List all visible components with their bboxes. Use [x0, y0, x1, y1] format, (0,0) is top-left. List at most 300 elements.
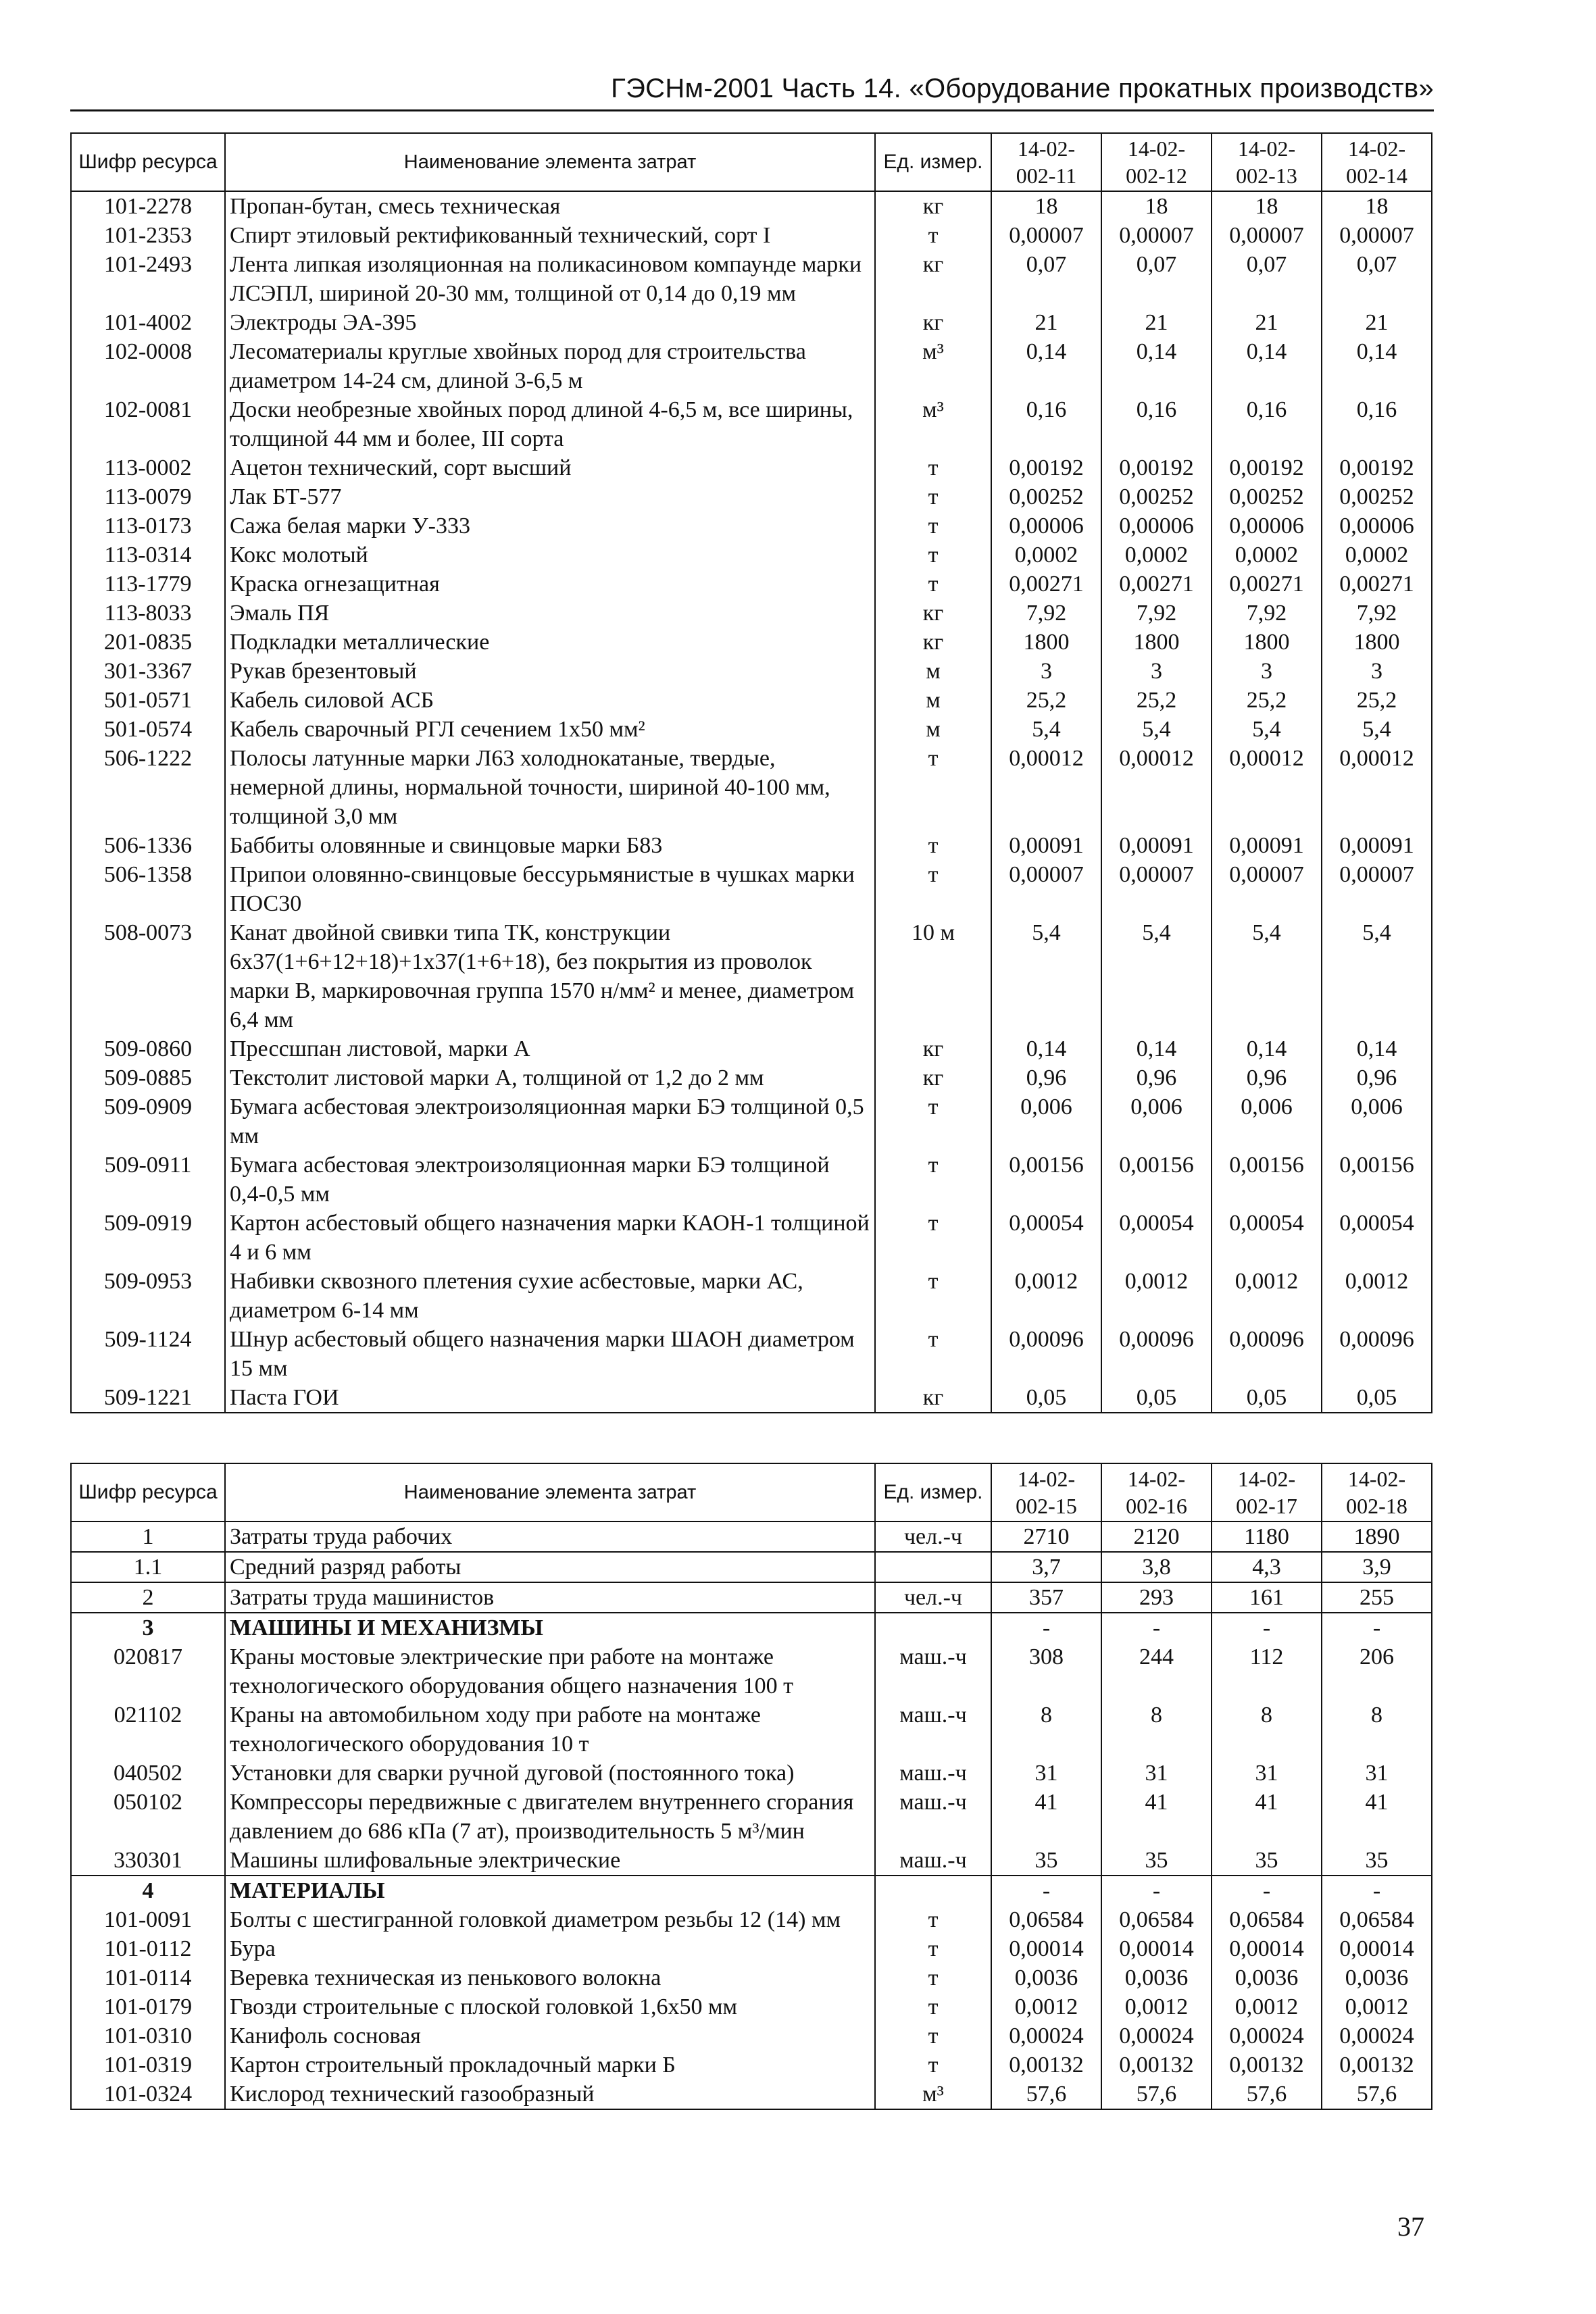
- resource-value: 0,00132: [1101, 2051, 1212, 2080]
- header-col: 14-02- 002-16: [1101, 1463, 1212, 1521]
- resource-code: 201-0835: [71, 628, 225, 657]
- resource-unit: т: [875, 1092, 991, 1151]
- resource-value: 0,00007: [991, 860, 1101, 918]
- resource-value: 0,05: [1101, 1383, 1212, 1413]
- resource-value: 5,4: [1101, 715, 1212, 744]
- table-row: [71, 308, 1432, 337]
- resource-code: 021102: [71, 1701, 225, 1759]
- resource-code: 102-0081: [71, 395, 225, 453]
- resource-value: 0,00006: [991, 511, 1101, 540]
- resource-value: 0,05: [991, 1383, 1101, 1413]
- resource-value: 0,14: [991, 337, 1101, 395]
- resource-value: 1180: [1212, 1521, 1322, 1552]
- resource-value: 0,006: [1322, 1092, 1432, 1151]
- resource-code: 040502: [71, 1759, 225, 1788]
- resource-unit: [875, 1613, 991, 1642]
- header-unit: Ед. измер.: [875, 133, 991, 191]
- resource-unit: кг: [875, 628, 991, 657]
- resource-value: 41: [1212, 1788, 1322, 1846]
- resource-value: 0,06584: [991, 1905, 1101, 1934]
- resource-table-1: [70, 132, 1432, 1413]
- resource-unit: т: [875, 831, 991, 860]
- resource-table-2: [70, 1463, 1432, 2110]
- resource-name: Баббиты оловянные и свинцовые марки Б83: [225, 831, 875, 860]
- resource-value: 3: [1322, 657, 1432, 686]
- resource-value: 0,00012: [1101, 744, 1212, 831]
- resource-value: 0,006: [1101, 1092, 1212, 1151]
- resource-name: Краны мостовые электрические при работе на монтаже технологического оборудования общего назначения 100 т: [225, 1642, 875, 1701]
- resource-unit: маш.-ч: [875, 1788, 991, 1846]
- resource-value: 0,006: [991, 1092, 1101, 1151]
- resource-value: -: [1101, 1613, 1212, 1642]
- resource-unit: т: [875, 1267, 991, 1325]
- table-row: [71, 1846, 1432, 1876]
- resource-value: 0,14: [1212, 337, 1322, 395]
- resource-value: 0,00271: [1322, 570, 1432, 599]
- resource-code: 101-2278: [71, 191, 225, 221]
- resource-value: 0,14: [991, 1034, 1101, 1063]
- resource-code: 020817: [71, 1642, 225, 1701]
- resource-value: 0,00007: [991, 221, 1101, 250]
- resource-value: 0,05: [1322, 1383, 1432, 1413]
- resource-value: 25,2: [991, 686, 1101, 715]
- resource-unit: т: [875, 540, 991, 570]
- resource-value: 41: [991, 1788, 1101, 1846]
- resource-code: 509-0885: [71, 1063, 225, 1092]
- resource-value: 3: [1212, 657, 1322, 686]
- table-row: [71, 482, 1432, 511]
- resource-value: 206: [1322, 1642, 1432, 1701]
- header-col: 14-02- 002-13: [1212, 133, 1322, 191]
- resource-unit: кг: [875, 308, 991, 337]
- resource-value: 0,00012: [991, 744, 1101, 831]
- resource-value: 1800: [1212, 628, 1322, 657]
- resource-value: 7,92: [991, 599, 1101, 628]
- resource-value: 31: [1101, 1759, 1212, 1788]
- resource-value: 0,14: [1322, 337, 1432, 395]
- resource-value: 5,4: [1212, 918, 1322, 1034]
- resource-code: 101-0310: [71, 2021, 225, 2051]
- resource-name: Компрессоры передвижные с двигателем внутреннего сгорания давлением до 686 кПа (7 ат), производительность 5 м³/мин: [225, 1788, 875, 1846]
- table-row: [71, 395, 1432, 453]
- resource-value: 35: [1101, 1846, 1212, 1876]
- resource-name: Краска огнезащитная: [225, 570, 875, 599]
- table-row: [71, 2051, 1432, 2080]
- resource-value: 8: [1101, 1701, 1212, 1759]
- resource-unit: т: [875, 1209, 991, 1267]
- resource-value: 0,0012: [1212, 1992, 1322, 2021]
- header-code: Шифр ресурса: [71, 133, 225, 191]
- resource-value: 0,00156: [1322, 1151, 1432, 1209]
- resource-value: 308: [991, 1642, 1101, 1701]
- resource-name: Паста ГОИ: [225, 1383, 875, 1413]
- resource-value: 2710: [991, 1521, 1101, 1552]
- resource-value: 0,16: [1101, 395, 1212, 453]
- resource-value: 0,0012: [1322, 1267, 1432, 1325]
- resource-value: 0,0002: [991, 540, 1101, 570]
- table-row: [71, 2021, 1432, 2051]
- resource-value: 0,00252: [1212, 482, 1322, 511]
- resource-name: Шнур асбестовый общего назначения марки ШАОН диаметром 15 мм: [225, 1325, 875, 1383]
- resource-value: 41: [1101, 1788, 1212, 1846]
- table-row: [71, 540, 1432, 570]
- resource-value: 0,0036: [1212, 1963, 1322, 1992]
- resource-value: 5,4: [991, 715, 1101, 744]
- resource-name: Канифоль сосновая: [225, 2021, 875, 2051]
- table-row: [71, 1552, 1432, 1582]
- table-row: [71, 831, 1432, 860]
- resource-value: 5,4: [1212, 715, 1322, 744]
- resource-value: 0,0012: [991, 1267, 1101, 1325]
- resource-name: Веревка техническая из пенькового волокна: [225, 1963, 875, 1992]
- resource-value: 244: [1101, 1642, 1212, 1701]
- resource-unit: т: [875, 453, 991, 482]
- resource-value: 0,0036: [1101, 1963, 1212, 1992]
- resource-value: 8: [1212, 1701, 1322, 1759]
- resource-value: 0,00156: [1212, 1151, 1322, 1209]
- resource-value: 0,14: [1212, 1034, 1322, 1063]
- resource-value: 0,0036: [1322, 1963, 1432, 1992]
- resource-value: 161: [1212, 1582, 1322, 1613]
- resource-value: 0,0012: [1101, 1992, 1212, 2021]
- table-row: [71, 2080, 1432, 2109]
- table-row: [71, 657, 1432, 686]
- resource-code: 1.1: [71, 1552, 225, 1582]
- resource-value: 31: [1212, 1759, 1322, 1788]
- resource-unit: 10 м: [875, 918, 991, 1034]
- resource-unit: т: [875, 860, 991, 918]
- resource-name: Текстолит листовой марки А, толщиной от 1,2 до 2 мм: [225, 1063, 875, 1092]
- resource-value: 21: [1322, 308, 1432, 337]
- running-header-title: ГЭСНм-2001 Часть 14. «Оборудование прокатных производств»: [611, 74, 1434, 103]
- resource-value: 0,00091: [1101, 831, 1212, 860]
- resource-value: 0,14: [1101, 337, 1212, 395]
- resource-name: Припои оловянно-свинцовые бессурьмянистые в чушках марки ПОС30: [225, 860, 875, 918]
- resource-value: 0,0012: [991, 1992, 1101, 2021]
- resource-value: 35: [1212, 1846, 1322, 1876]
- resource-value: 0,0002: [1101, 540, 1212, 570]
- resource-value: 0,00024: [991, 2021, 1101, 2051]
- resource-value: 18: [1212, 191, 1322, 221]
- resource-value: 0,00132: [1212, 2051, 1322, 2080]
- table-row: [71, 1963, 1432, 1992]
- resource-value: 0,00091: [1212, 831, 1322, 860]
- resource-value: 0,00252: [991, 482, 1101, 511]
- resource-value: 0,00007: [1212, 860, 1322, 918]
- resource-value: -: [991, 1613, 1101, 1642]
- resource-value: 0,00091: [991, 831, 1101, 860]
- resource-unit: кг: [875, 599, 991, 628]
- resource-code: 113-8033: [71, 599, 225, 628]
- resource-value: 112: [1212, 1642, 1322, 1701]
- resource-code: 506-1358: [71, 860, 225, 918]
- resource-name: Болты с шестигранной головкой диаметром резьбы 12 (14) мм: [225, 1905, 875, 1934]
- resource-value: 0,00006: [1101, 511, 1212, 540]
- resource-value: 57,6: [991, 2080, 1101, 2109]
- resource-value: 0,00006: [1212, 511, 1322, 540]
- resource-unit: кг: [875, 1063, 991, 1092]
- resource-value: 0,00007: [1101, 221, 1212, 250]
- resource-name: Затраты труда машинистов: [225, 1582, 875, 1613]
- resource-unit: кг: [875, 1034, 991, 1063]
- resource-value: 4,3: [1212, 1552, 1322, 1582]
- resource-unit: т: [875, 1905, 991, 1934]
- table-row: [71, 1267, 1432, 1325]
- resource-code: 113-1779: [71, 570, 225, 599]
- header-col: 14-02- 002-15: [991, 1463, 1101, 1521]
- page-number: 37: [1397, 2211, 1424, 2242]
- table-row: [71, 1034, 1432, 1063]
- resource-value: -: [1101, 1876, 1212, 1905]
- resource-value: -: [1322, 1613, 1432, 1642]
- resource-value: 0,0012: [1101, 1267, 1212, 1325]
- resource-code: 101-0319: [71, 2051, 225, 2080]
- table-row: [71, 337, 1432, 395]
- resource-value: 0,00192: [1322, 453, 1432, 482]
- resource-name: Картон строительный прокладочный марки Б: [225, 2051, 875, 2080]
- resource-name: Подкладки металлические: [225, 628, 875, 657]
- resource-value: 0,06584: [1212, 1905, 1322, 1934]
- resource-code: 506-1336: [71, 831, 225, 860]
- resource-value: 0,16: [1212, 395, 1322, 453]
- table-row: [71, 250, 1432, 308]
- resource-value: 0,00252: [1322, 482, 1432, 511]
- resource-name: Установки для сварки ручной дуговой (постоянного тока): [225, 1759, 875, 1788]
- resource-unit: м: [875, 715, 991, 744]
- resource-value: 0,00252: [1101, 482, 1212, 511]
- resource-value: 0,00156: [991, 1151, 1101, 1209]
- resource-code: 509-0860: [71, 1034, 225, 1063]
- resource-name: Набивки сквозного плетения сухие асбестовые, марки АС, диаметром 6-14 мм: [225, 1267, 875, 1325]
- resource-name: Кабель силовой АСБ: [225, 686, 875, 715]
- resource-unit: т: [875, 1325, 991, 1383]
- resource-unit: т: [875, 2021, 991, 2051]
- table-body: [71, 191, 1432, 1413]
- table-row: [71, 1788, 1432, 1846]
- resource-value: 0,00192: [991, 453, 1101, 482]
- header-code: Шифр ресурса: [71, 1463, 225, 1521]
- resource-value: 0,0012: [1322, 1992, 1432, 2021]
- resource-name: Рукав брезентовый: [225, 657, 875, 686]
- resource-code: 501-0571: [71, 686, 225, 715]
- resource-name: Гвозди строительные с плоской головкой 1,6х50 мм: [225, 1992, 875, 2021]
- resource-value: 0,00054: [1322, 1209, 1432, 1267]
- resource-unit: м: [875, 686, 991, 715]
- resource-value: 0,00024: [1322, 2021, 1432, 2051]
- resource-code: 050102: [71, 1788, 225, 1846]
- resource-name: Кабель сварочный РГЛ сечением 1х50 мм²: [225, 715, 875, 744]
- resource-name: МАТЕРИАЛЫ: [225, 1876, 875, 1905]
- resource-value: 0,00007: [1322, 860, 1432, 918]
- table-row: [71, 1905, 1432, 1934]
- table-row: [71, 1151, 1432, 1209]
- resource-value: 0,00096: [991, 1325, 1101, 1383]
- resource-unit: [875, 1876, 991, 1905]
- resource-value: 2120: [1101, 1521, 1212, 1552]
- resource-value: -: [1212, 1613, 1322, 1642]
- resource-code: 101-2353: [71, 221, 225, 250]
- resource-unit: кг: [875, 1383, 991, 1413]
- resource-code: 506-1222: [71, 744, 225, 831]
- resource-code: 101-0114: [71, 1963, 225, 1992]
- resource-unit: м: [875, 657, 991, 686]
- resource-code: 330301: [71, 1846, 225, 1876]
- resource-unit: [875, 1552, 991, 1582]
- resource-value: 18: [1101, 191, 1212, 221]
- resource-value: 1800: [1322, 628, 1432, 657]
- resource-value: 21: [991, 308, 1101, 337]
- resource-code: 101-4002: [71, 308, 225, 337]
- resource-unit: т: [875, 221, 991, 250]
- header-col: 14-02- 002-18: [1322, 1463, 1432, 1521]
- resource-value: 0,96: [1101, 1063, 1212, 1092]
- resource-value: 0,00192: [1101, 453, 1212, 482]
- resource-name: Картон асбестовый общего назначения марки КАОН-1 толщиной 4 и 6 мм: [225, 1209, 875, 1267]
- table-row: [71, 1642, 1432, 1701]
- resource-value: 0,00054: [1101, 1209, 1212, 1267]
- resource-value: 21: [1212, 308, 1322, 337]
- resource-code: 113-0079: [71, 482, 225, 511]
- resource-value: 5,4: [1101, 918, 1212, 1034]
- table-row: [71, 511, 1432, 540]
- resource-code: 509-0953: [71, 1267, 225, 1325]
- resource-code: 113-0314: [71, 540, 225, 570]
- resource-value: 0,00012: [1212, 744, 1322, 831]
- table-row: [71, 1383, 1432, 1413]
- resource-unit: т: [875, 1151, 991, 1209]
- resource-name: Полосы латунные марки Л63 холоднокатаные, твердые, немерной длины, нормальной точности, шириной 40-100 мм, толщиной 3,0 мм: [225, 744, 875, 831]
- table-row: [71, 1092, 1432, 1151]
- resource-value: 0,00014: [1322, 1934, 1432, 1963]
- header-name: Наименование элемента затрат: [225, 133, 875, 191]
- resource-name: Прессшпан листовой, марки А: [225, 1034, 875, 1063]
- resource-value: 3: [991, 657, 1101, 686]
- resource-value: 0,96: [991, 1063, 1101, 1092]
- resource-unit: маш.-ч: [875, 1759, 991, 1788]
- table-row: [71, 628, 1432, 657]
- resource-unit: маш.-ч: [875, 1846, 991, 1876]
- table-row: [71, 191, 1432, 221]
- resource-code: 1: [71, 1521, 225, 1552]
- resource-value: 0,00024: [1101, 2021, 1212, 2051]
- resource-value: 0,00271: [991, 570, 1101, 599]
- resource-unit: м³: [875, 2080, 991, 2109]
- resource-name: Кокс молотый: [225, 540, 875, 570]
- running-header: [70, 68, 1434, 111]
- resource-value: 25,2: [1101, 686, 1212, 715]
- resource-value: 0,00271: [1101, 570, 1212, 599]
- resource-name: Электроды ЭА-395: [225, 308, 875, 337]
- resource-unit: т: [875, 744, 991, 831]
- resource-value: 0,00132: [991, 2051, 1101, 2080]
- resource-value: 57,6: [1322, 2080, 1432, 2109]
- table-row: [71, 860, 1432, 918]
- resource-name: Сажа белая марки У-333: [225, 511, 875, 540]
- resource-value: 0,00014: [1101, 1934, 1212, 1963]
- resource-value: 0,006: [1212, 1092, 1322, 1151]
- resource-code: 101-0179: [71, 1992, 225, 2021]
- resource-code: 101-0091: [71, 1905, 225, 1934]
- table-row: [71, 686, 1432, 715]
- resource-value: 7,92: [1322, 599, 1432, 628]
- resource-value: 31: [991, 1759, 1101, 1788]
- resource-value: 0,00054: [991, 1209, 1101, 1267]
- resource-code: 113-0002: [71, 453, 225, 482]
- header-col: 14-02- 002-12: [1101, 133, 1212, 191]
- table-header: [71, 1463, 1432, 1521]
- resource-value: 0,0002: [1322, 540, 1432, 570]
- resource-unit: т: [875, 1992, 991, 2021]
- table-row: [71, 1934, 1432, 1963]
- resource-value: 5,4: [991, 918, 1101, 1034]
- table-row: [71, 599, 1432, 628]
- table-body: [71, 1521, 1432, 2109]
- resource-code: 501-0574: [71, 715, 225, 744]
- resource-value: 41: [1322, 1788, 1432, 1846]
- resource-unit: т: [875, 482, 991, 511]
- resource-code: 4: [71, 1876, 225, 1905]
- header-unit: Ед. измер.: [875, 1463, 991, 1521]
- resource-code: 2: [71, 1582, 225, 1613]
- resource-name: Затраты труда рабочих: [225, 1521, 875, 1552]
- resource-value: 0,00096: [1101, 1325, 1212, 1383]
- resource-value: 0,00132: [1322, 2051, 1432, 2080]
- resource-code: 101-2493: [71, 250, 225, 308]
- resource-value: 0,00024: [1212, 2021, 1322, 2051]
- resource-value: 3,8: [1101, 1552, 1212, 1582]
- resource-name: Канат двойной свивки типа ТК, конструкции 6х37(1+6+12+18)+1х37(1+6+18), без покрытия из проволок марки В, маркировочная группа 1570 н/мм² и менее, диаметром 6,4 мм: [225, 918, 875, 1034]
- resource-code: 509-0919: [71, 1209, 225, 1267]
- resource-code: 509-1221: [71, 1383, 225, 1413]
- resource-name: Бумага асбестовая электроизоляционная марки БЭ толщиной 0,5 мм: [225, 1092, 875, 1151]
- resource-unit: маш.-ч: [875, 1701, 991, 1759]
- resource-value: 3: [1101, 657, 1212, 686]
- resource-value: 0,00014: [1212, 1934, 1322, 1963]
- resource-value: 0,00006: [1322, 511, 1432, 540]
- resource-unit: т: [875, 511, 991, 540]
- resource-name: Доски необрезные хвойных пород длиной 4-6,5 м, все ширины, толщиной 44 мм и более, III сорта: [225, 395, 875, 453]
- header-col: 14-02- 002-11: [991, 133, 1101, 191]
- resource-value: 0,05: [1212, 1383, 1322, 1413]
- resource-value: 255: [1322, 1582, 1432, 1613]
- resource-value: -: [991, 1876, 1101, 1905]
- table-row: [71, 570, 1432, 599]
- resource-code: 301-3367: [71, 657, 225, 686]
- resource-unit: т: [875, 1934, 991, 1963]
- resource-name: Кислород технический газообразный: [225, 2080, 875, 2109]
- resource-value: 1800: [991, 628, 1101, 657]
- table-row: [71, 1759, 1432, 1788]
- resource-name: Лесоматериалы круглые хвойных пород для строительства диаметром 14-24 см, длиной 3-6,5 м: [225, 337, 875, 395]
- resource-unit: т: [875, 570, 991, 599]
- resource-name: Спирт этиловый ректификованный технический, сорт I: [225, 221, 875, 250]
- resource-name: Пропан-бутан, смесь техническая: [225, 191, 875, 221]
- table-row: [71, 1209, 1432, 1267]
- resource-value: 0,06584: [1322, 1905, 1432, 1934]
- resource-name: МАШИНЫ И МЕХАНИЗМЫ: [225, 1613, 875, 1642]
- resource-value: 357: [991, 1582, 1101, 1613]
- resource-value: 0,0012: [1212, 1267, 1322, 1325]
- resource-value: 0,07: [991, 250, 1101, 308]
- resource-unit: м³: [875, 395, 991, 453]
- resource-value: 0,00012: [1322, 744, 1432, 831]
- resource-unit: м³: [875, 337, 991, 395]
- resource-name: Машины шлифовальные электрические: [225, 1846, 875, 1876]
- resource-value: 0,06584: [1101, 1905, 1212, 1934]
- table-row: [71, 1063, 1432, 1092]
- resource-unit: маш.-ч: [875, 1642, 991, 1701]
- table-row: [71, 918, 1432, 1034]
